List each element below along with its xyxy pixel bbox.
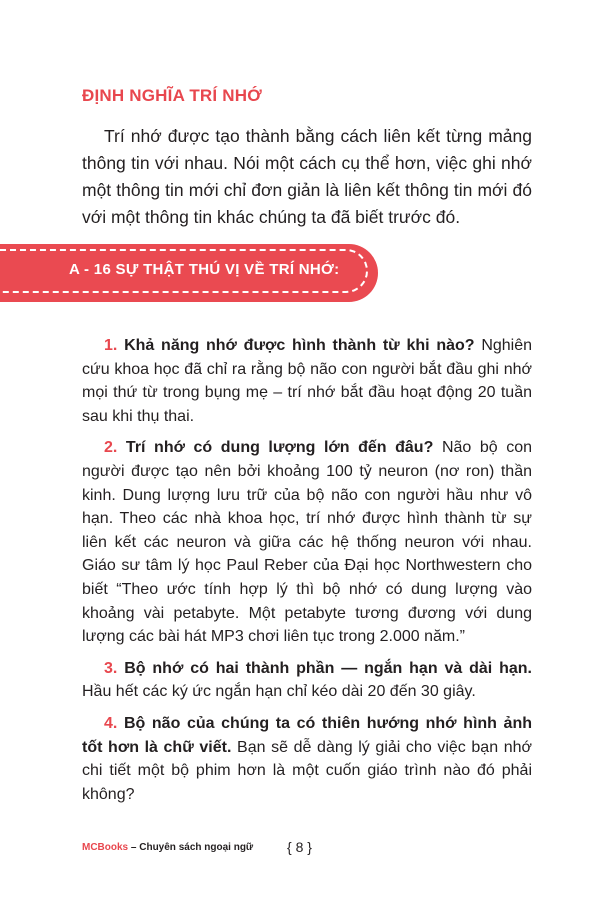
- fact-number: 3.: [104, 659, 118, 677]
- banner-title: A - 16 SỰ THẬT THÚ VỊ VỀ TRÍ NHỚ:: [69, 261, 340, 278]
- brand-tagline: – Chuyên sách ngoại ngữ: [128, 842, 254, 853]
- fact-number: 4.: [104, 714, 118, 732]
- fact-question: Khả năng nhớ được hình thành từ khi nào?: [124, 337, 475, 354]
- page-number: { 8 }: [287, 839, 312, 855]
- footer-brand: [82, 842, 253, 853]
- intro-paragraph: Trí nhớ được tạo thành bằng cách liên kết từng mảng thông tin với nhau. Nói một cách cụ thể hơn, việc ghi nhớ một thông tin mới chỉ đơn giản là liên kết thông tin mới đó với một thông tin khác chúng ta đã biết trước đó.: [82, 126, 532, 227]
- facts-list: [82, 334, 532, 814]
- fact-question: Bộ nhớ có hai thành phần — ngắn hạn và dài hạn.: [124, 659, 533, 677]
- fact-question: Bộ não của chúng ta có thiên hướng nhớ hình ảnh tốt hơn là chữ viết.: [82, 714, 532, 756]
- brand-name: MCBooks: [82, 842, 129, 853]
- list-item: [82, 334, 532, 428]
- list-item: [82, 712, 532, 806]
- list-item: [82, 436, 532, 648]
- list-item: [82, 657, 532, 704]
- fact-answer: Não bộ con người được tạo nên bởi khoảng 100 tỷ neuron (nơ ron) thần kinh. Dung lượng lưu trữ của bộ não con người hầu như vô hạn. Theo các nhà khoa học, trí nhớ được hình thành từ sự liên kết các neuron và giữa các hệ thống neuron với nhau. Giáo sư tâm lý học Paul Reber của Đại học Northwestern cho biết “Theo ước tính hợp lý thì bộ nhớ có dung lượng vào khoảng vài petabyte. Một petabyte tương đương với dung lượng các bài hát MP3 chơi liên tục trong 2.000 năm.”: [82, 439, 533, 646]
- fact-number: 2.: [104, 439, 118, 457]
- facts-banner: [0, 244, 378, 302]
- fact-answer: Bạn sẽ dễ dàng lý giải cho việc bạn nhớ chi tiết một bộ phim hơn là một cuốn giáo trình nào đó phải không?: [82, 738, 533, 803]
- fact-answer: Nghiên cứu khoa học đã chỉ ra rằng bộ não con người bắt đầu ghi nhớ mọi thứ từ trong bụng mẹ – trí nhớ bắt đầu hoạt động 20 tuần sau khi thụ thai.: [82, 337, 533, 425]
- section-heading: ĐỊNH NGHĨA TRÍ NHỚ: [82, 86, 262, 105]
- fact-number: 1.: [104, 337, 118, 354]
- fact-answer: Hầu hết các ký ức ngắn hạn chỉ kéo dài 20 đến 30 giây.: [82, 683, 476, 701]
- fact-question: Trí nhớ có dung lượng lớn đến đâu?: [125, 439, 434, 457]
